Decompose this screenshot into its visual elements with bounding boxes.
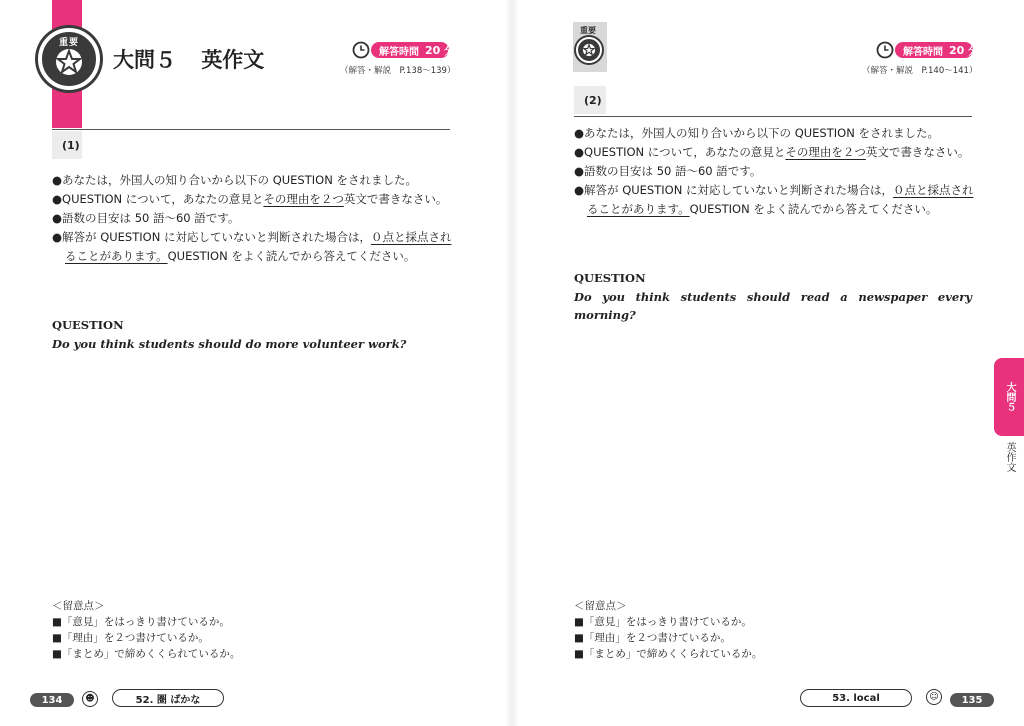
mascot-icon: ☺ bbox=[926, 689, 942, 705]
left-important-badge bbox=[38, 28, 100, 90]
checkpoints-heading: ＜留意点＞ bbox=[52, 600, 105, 612]
right-badge-label: 重要 bbox=[580, 26, 596, 35]
instruction-item: ●解答が QUESTION に対応していないと判断された場合は，０点と採点され bbox=[574, 183, 974, 197]
clock-icon bbox=[876, 41, 894, 59]
checkpoint-item: ■「まとめ」で締めくくられているか。 bbox=[52, 648, 241, 660]
instruction-item: ●あなたは，外国人の知り合いから以下の QUESTION をされました。 bbox=[574, 126, 939, 140]
star-icon bbox=[54, 47, 84, 77]
right-question-heading: QUESTION bbox=[574, 271, 646, 285]
right-answer-ref: （解答・解説 P.140～141） bbox=[862, 66, 978, 76]
left-vocab-bubble: 52. 圏 ばかな bbox=[112, 689, 224, 707]
left-question-heading: QUESTION bbox=[52, 318, 124, 332]
right-time-pill bbox=[895, 42, 980, 58]
right-rule bbox=[574, 116, 972, 117]
left-badge-label: 重要 bbox=[58, 38, 79, 48]
checkpoint-item: ■「理由」を２つ書けているか。 bbox=[52, 632, 209, 644]
checkpoint-item: ■「意見」をはっきり書けているか。 bbox=[52, 616, 230, 628]
instruction-item: ●語数の目安は 50 語～60 語です。 bbox=[574, 164, 762, 178]
checkpoint-item: ■「まとめ」で締めくくられているか。 bbox=[574, 648, 763, 660]
star-icon bbox=[582, 43, 596, 57]
right-page-number: 135 bbox=[950, 693, 994, 707]
time-value: 20 分 bbox=[949, 44, 980, 57]
instruction-item: ●語数の目安は 50 語～60 語です。 bbox=[52, 211, 240, 225]
right-section-number: (2) bbox=[574, 86, 606, 114]
right-instructions bbox=[574, 124, 973, 219]
left-instructions bbox=[52, 171, 451, 266]
left-time-pill bbox=[371, 42, 456, 58]
instruction-item-continued: ることがあります。QUESTION をよく読んでから答えてください。 bbox=[65, 249, 416, 263]
instruction-item: ●あなたは，外国人の知り合いから以下の QUESTION をされました。 bbox=[52, 173, 417, 187]
page-gutter bbox=[505, 0, 519, 726]
side-section-label: 英作文 bbox=[1004, 442, 1015, 472]
time-value: 20 分 bbox=[425, 44, 456, 57]
checkpoint-item: ■「理由」を２つ書けているか。 bbox=[574, 632, 731, 644]
right-question-text: Do you think students should read a newspaper every morning? bbox=[574, 290, 972, 322]
left-page-number: 134 bbox=[30, 693, 74, 707]
clock-icon bbox=[352, 41, 370, 59]
left-answer-ref: （解答・解説 P.138～139） bbox=[340, 66, 456, 76]
left-checkpoints bbox=[52, 598, 240, 662]
left-page-title bbox=[113, 44, 264, 74]
time-label: 解答時間 bbox=[379, 46, 419, 58]
chapter-side-tab bbox=[994, 358, 1024, 436]
checkpoint-item: ■「意見」をはっきり書けているか。 bbox=[574, 616, 752, 628]
left-section-number: (1) bbox=[52, 131, 82, 159]
side-tab-text: 大問５ bbox=[1004, 382, 1015, 412]
instruction-item: ●解答が QUESTION に対応していないと判断された場合は，０点と採点され bbox=[52, 230, 452, 244]
instruction-item-continued: ることがあります。QUESTION をよく読んでから答えてください。 bbox=[587, 202, 938, 216]
left-question-text: Do you think students should do more volunteer work? bbox=[52, 337, 407, 351]
checkpoints-heading: ＜留意点＞ bbox=[574, 600, 627, 612]
instruction-item: ●QUESTION について，あなたの意見とその理由を２つ英文で書きなさい。 bbox=[574, 145, 970, 159]
right-checkpoints bbox=[574, 598, 762, 662]
title-main: 大問５ bbox=[113, 48, 176, 72]
time-label: 解答時間 bbox=[903, 46, 943, 58]
left-rule bbox=[52, 129, 450, 130]
mascot-icon: ☻ bbox=[82, 691, 98, 707]
instruction-item: ●QUESTION について，あなたの意見とその理由を２つ英文で書きなさい。 bbox=[52, 192, 448, 206]
right-important-badge bbox=[576, 37, 602, 63]
right-vocab-bubble: 53. local bbox=[800, 689, 912, 707]
title-sub: 英作文 bbox=[201, 48, 265, 72]
